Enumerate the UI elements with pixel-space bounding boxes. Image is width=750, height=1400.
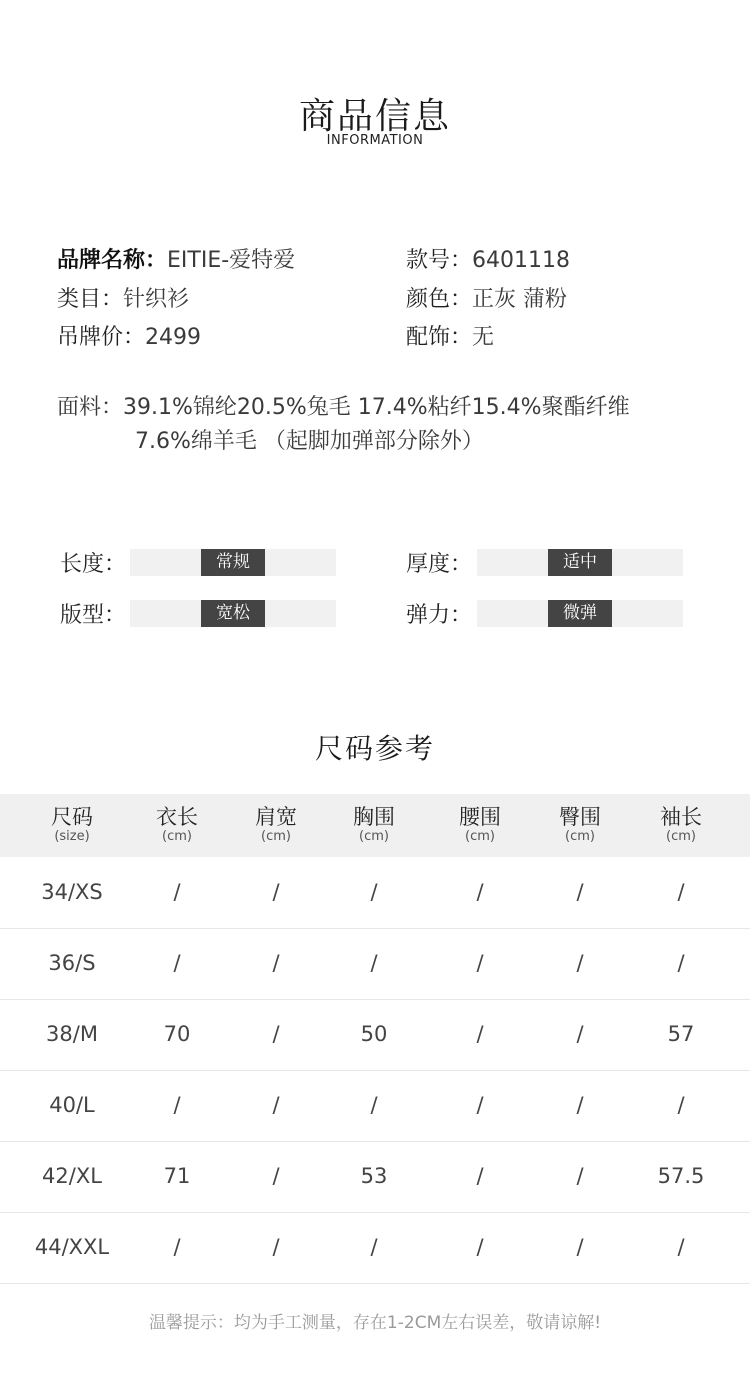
table-cell-waist: / (476, 1022, 484, 1046)
table-cell-length: / (173, 880, 181, 904)
table-cell-length: / (173, 951, 181, 975)
info-style-no-value: 6401118 (472, 248, 570, 273)
table-row (0, 1213, 750, 1284)
info-style-no (406, 243, 570, 274)
table-cell-size: 34/XS (41, 880, 103, 904)
column-header-unit: (cm) (666, 829, 696, 844)
table-cell-waist: / (476, 1235, 484, 1259)
table-cell-shoulder: / (272, 880, 280, 904)
table-cell-sleeve: / (677, 1093, 685, 1117)
attr-fit-value: 宽松 (201, 600, 265, 627)
size-table-header (0, 794, 750, 857)
table-cell-sleeve: / (677, 1235, 685, 1259)
column-header-waist (430, 794, 530, 845)
table-cell-sleeve: 57.5 (657, 1164, 705, 1188)
table-cell-waist: / (476, 1164, 484, 1188)
table-row (0, 858, 750, 929)
table-cell-hip: / (576, 1022, 584, 1046)
info-accessory-label: 配饰： (406, 325, 473, 350)
fabric-label: 面料： (57, 395, 124, 420)
column-header-sleeve (631, 794, 731, 845)
column-header-hip (530, 794, 630, 845)
table-cell-size: 40/L (49, 1093, 95, 1117)
table-cell-shoulder: / (272, 951, 280, 975)
column-header-length (127, 794, 227, 845)
info-brand (57, 243, 295, 274)
info-color-label: 颜色： (406, 287, 473, 312)
info-category-value: 针织衫 (123, 287, 190, 312)
fabric-composition (57, 390, 630, 454)
table-cell-length: / (173, 1235, 181, 1259)
column-header-label: 衣长 (156, 805, 198, 829)
table-cell-length: 70 (163, 1022, 191, 1046)
column-header-chest (324, 794, 424, 845)
page-title: 商品信息 (298, 96, 451, 137)
info-category-label: 类目： (57, 287, 124, 312)
size-chart-title: 尺码参考 (314, 732, 435, 765)
table-cell-chest: / (370, 1093, 378, 1117)
table-cell-shoulder: / (272, 1093, 280, 1117)
fabric-line-1: 39.1%锦纶20.5%兔毛 17.4%粘纤15.4%聚酯纤维 (123, 395, 630, 420)
column-header-label: 臀围 (559, 805, 601, 829)
table-row (0, 929, 750, 1000)
column-header-unit: (cm) (465, 829, 495, 844)
table-cell-hip: / (576, 880, 584, 904)
table-cell-waist: / (476, 880, 484, 904)
table-cell-size: 36/S (48, 951, 96, 975)
column-header-size (22, 794, 122, 845)
info-accessory-value: 无 (472, 325, 495, 350)
column-header-label: 腰围 (459, 805, 501, 829)
attr-thickness-value: 适中 (548, 549, 612, 576)
column-header-label: 尺码 (51, 805, 93, 829)
info-accessory (406, 320, 494, 351)
table-cell-chest: / (370, 1235, 378, 1259)
table-cell-chest: / (370, 880, 378, 904)
table-cell-shoulder: / (272, 1235, 280, 1259)
footer-note: 温馨提示：均为手工测量，存在1-2CM左右误差，敬请谅解! (148, 1313, 602, 1333)
column-header-unit: (cm) (565, 829, 595, 844)
table-cell-hip: / (576, 1164, 584, 1188)
table-cell-length: 71 (163, 1164, 191, 1188)
attr-thickness-label: 厚度： (406, 552, 473, 577)
table-cell-chest: / (370, 951, 378, 975)
fabric-line-2: 7.6%绵羊毛 （起脚加弹部分除外） (135, 429, 484, 454)
table-cell-waist: / (476, 951, 484, 975)
table-row (0, 1142, 750, 1213)
info-tag-price-label: 吊牌价： (57, 325, 146, 350)
column-header-unit: (cm) (162, 829, 192, 844)
info-color-value: 正灰 蒲粉 (472, 287, 568, 312)
info-color (406, 282, 567, 313)
column-header-unit: (size) (54, 829, 90, 844)
table-cell-hip: / (576, 951, 584, 975)
table-cell-hip: / (576, 1235, 584, 1259)
column-header-label: 袖长 (660, 805, 702, 829)
table-cell-waist: / (476, 1093, 484, 1117)
table-cell-sleeve: / (677, 880, 685, 904)
attr-elasticity-value: 微弹 (548, 600, 612, 627)
table-cell-chest: 53 (360, 1164, 388, 1188)
column-header-shoulder (226, 794, 326, 845)
attr-elasticity-label: 弹力： (406, 603, 473, 628)
table-cell-shoulder: / (272, 1164, 280, 1188)
info-tag-price-value: 2499 (145, 325, 202, 350)
column-header-label: 胸围 (353, 805, 395, 829)
table-cell-sleeve: 57 (667, 1022, 695, 1046)
table-cell-chest: 50 (360, 1022, 388, 1046)
info-category (57, 282, 189, 313)
column-header-unit: (cm) (261, 829, 291, 844)
table-cell-size: 44/XXL (34, 1235, 110, 1259)
table-cell-shoulder: / (272, 1022, 280, 1046)
table-cell-length: / (173, 1093, 181, 1117)
table-cell-size: 42/XL (42, 1164, 102, 1188)
column-header-label: 肩宽 (255, 805, 297, 829)
table-cell-size: 38/M (46, 1022, 98, 1046)
attr-length-value: 常规 (201, 549, 265, 576)
attr-fit-label: 版型： (60, 603, 127, 628)
info-brand-value: EITIE-爱特爱 (167, 248, 296, 273)
column-header-unit: (cm) (359, 829, 389, 844)
info-style-no-label: 款号： (406, 248, 473, 273)
attr-length-label: 长度： (60, 552, 127, 577)
table-cell-hip: / (576, 1093, 584, 1117)
table-cell-sleeve: / (677, 951, 685, 975)
info-brand-label: 品牌名称： (57, 248, 168, 273)
table-row (0, 1000, 750, 1071)
page-subtitle: INFORMATION (326, 133, 424, 148)
table-row (0, 1071, 750, 1142)
info-tag-price (57, 320, 201, 351)
